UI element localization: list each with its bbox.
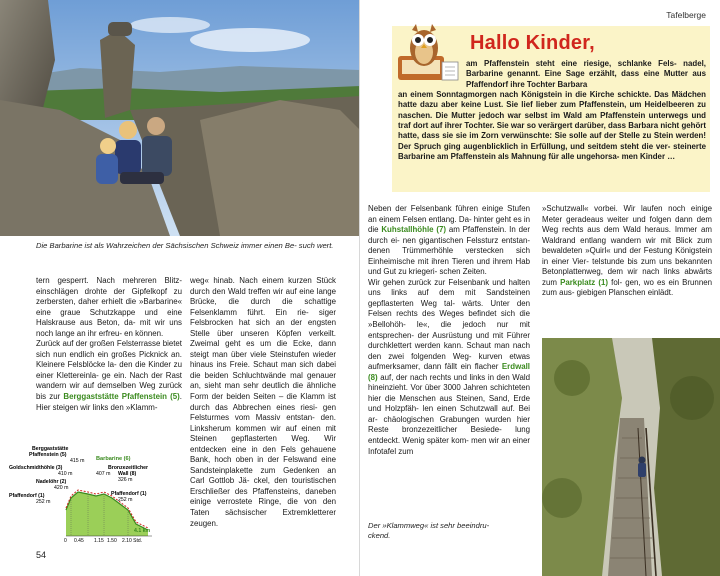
paragraph-text: . Hier steigen wir links den »Klamm- — [36, 392, 182, 412]
profile-label: Pfaffendorf (1) — [111, 491, 147, 497]
profile-elevation: 410 m — [58, 471, 73, 477]
berggaststaette-link: Berggaststätte Pfaffenstein (5) — [63, 392, 180, 402]
profile-time-tick: 0 — [64, 538, 67, 544]
paragraph-text: Zurück auf der großen Felsterrasse bietet sich nun endlich ein großes Picknick an. Kleinere Felsblöcke la- den die Kinder zu einer Klettereinla- ge ein. Nach der Rast wandern wir auf demselben Weg zurück bis zur — [36, 339, 182, 402]
profile-elevation: 415 m — [70, 458, 85, 464]
text-column-4 — [542, 204, 712, 299]
parkplatz-link: Parkplatz (1) — [560, 277, 608, 287]
kuhstallhoehle-link: Kuhstallhöhle (7) — [381, 225, 446, 235]
caption-line: Der »Klammweg« ist sehr beeindru- — [368, 521, 490, 530]
kids-box-title: Hallo Kinder, — [470, 32, 595, 54]
profile-time-tick: 2.10 Std. — [122, 538, 143, 544]
paragraph-text: auf, der nach rechts und links in den Wald hineinzieht. Vor über 3000 Jahren schichteten hier die Menschen aus Steinen, Sand, Erde und Holzpfäh- len einen Schutzwall auf. Bei ar- chäologischen Grabungen wurden hier Reste bronzezeitlicher Besiede- lung entdeckt. Wenig später kom- men wir an einer Infotafel zum — [368, 372, 530, 456]
klammweg-gorge-photo — [542, 338, 720, 576]
paragraph — [542, 204, 712, 299]
paragraph-text: Neben der Felsenbank führen einige Stufen an einem Felsen entlang. Da- hinter geht es in die — [368, 204, 530, 235]
profile-time-tick: 0.45 — [74, 538, 84, 544]
paragraph — [368, 278, 530, 457]
paragraph-text: Wir gehen zurück zur Felsenbank und halten uns links auf dem mit Sandsteinen gepflasterten Weg tal- wärts. Unter den Felsen rechts des Weges befindet sich die »Bellohöh- le«, die jedoch nur mit entsprechen- der Ausrüstung und mit Führer durchklettert werden kann. Schaut man nach den zwei folgenden Weg- kurven etwas aufmerksamer, dann fällt ein flacher — [368, 277, 530, 372]
paragraph-text: fol- gen, wo es ein Brunnen zum aus- giebigen Planschen einlädt. — [542, 277, 712, 298]
profile-time-tick: 1.15 — [94, 538, 104, 544]
profile-elevation: 252 m — [118, 497, 133, 503]
paragraph: weg« hinab. Nach einem kurzen Stück durch den Wald treffen wir auf eine lange Brücke, die durch die schattige Felsenklamm führt. Ein rie- siger Felsbrocken hat sich an der engsten Stelle über unseren Köpfen verkeilt. Zweimal geht es um die Ecke, dann steigt man über viele Steinstufen wieder hinaus ins Freie. Schaut man sich dabei die beiden Schluchtwände mal genauer an, sieht man sehr deutlich die ähnliche Form der beiden Seiten – die Klamm ist durch das Abbrechen eines riesi- gen Felsturmes vom Massiv entstan- den. Linksherum kommen wir auf einen mit Steinen gepflasterten Weg. Wir entdecken eine in den Fels gehauene Bank, hoch oben in der Felswand eine Sandsteinplakette zum Gedenken an Carl Gottlob Jä- ckel, den touristischen Erschließer des Pfaffensteins, daneben einige verrostete Ringe, die von den Taten sächsischer Extremkletterer zeugen. — [190, 276, 336, 528]
text-column-1 — [36, 276, 182, 413]
profile-distance: 4.1 km — [134, 528, 151, 534]
owl-illustration-icon — [394, 22, 464, 86]
running-head: Tafelberge — [666, 10, 706, 20]
profile-label: Nadelöhr (2) — [36, 479, 67, 485]
profile-label-barbarine: Barbarine (6) — [96, 456, 131, 462]
text-column-2 — [190, 276, 336, 529]
profile-label: Bronzezeitlicher — [108, 465, 149, 471]
profile-label: Pfaffendorf (1) — [9, 493, 45, 499]
paragraph: tern gesperrt. Nach mehreren Blitz- einschlägen drohte der Gipfelkopf zu zerbersten, daher erhielt die »Barbarine« eine graue Schutzkappe und eine Halskrause aus Beton, da- mit wir uns noch lange an ihr erfreu- en können. — [36, 276, 182, 338]
profile-label: Wall (8) — [118, 471, 137, 477]
paragraph — [368, 204, 530, 278]
paragraph-text: am Pfaffenstein. In der durch ei- nen gigantischen Felssturz entstan- denen Trümmerhöhle verstecken sich Einheimische mit ihren Tieren und ihrem Hab und Gut zu kriegeri- schen Zeiten. — [368, 225, 530, 277]
kids-box-text-top: am Pfaffenstein steht eine riesige, schlanke Fels- nadel, Barbarine genannt. Eine Sage erzählt, dass eine Mutter aus Pfaffendorf ihre Tochter Barbara — [466, 59, 706, 89]
page-gutter — [359, 0, 360, 576]
profile-label: Berggaststätte — [32, 446, 69, 452]
gorge-photo-caption — [368, 521, 528, 542]
profile-elevation: 407 m — [96, 471, 111, 477]
caption-line: ckend. — [368, 531, 391, 541]
profile-label: Pfaffenstein (5) — [29, 452, 67, 458]
page-number: 54 — [36, 550, 47, 560]
barbarine-family-photo — [0, 0, 360, 236]
elevation-profile — [8, 444, 158, 544]
paragraph — [36, 339, 182, 413]
text-column-3 — [368, 204, 530, 457]
profile-elevation: 420 m — [54, 485, 69, 491]
profile-elevation: 326 m — [118, 477, 133, 483]
profile-time-tick: 1.50 — [107, 538, 117, 544]
main-photo-caption: Die Barbarine ist als Wahrzeichen der Sächsischen Schweiz immer einen Be- such wert. — [36, 241, 334, 250]
profile-elevation: 252 m — [36, 499, 51, 505]
kids-box-text: an einem Sonntagmorgen nach Königstein in die Kirche schickte. Das Mädchen hatte dazu aber keine Lust. Sie lief lieber zum Pfaffenstein, um Heidelbeeren zu naschen. Die Mutter jedoch war selbst im Wald am Pfaffenstein unterwegs und traf dort auf ihrer Tochter. Sie war so verärgert darüber, dass Barbara nicht gehört hatte, dass sie sie im Zorn verwünschte: Sie solle auf der Stelle zu Stein werden! Der Spruch ging augenblicklich in Erfüllung, und seitdem steht die ver- steinerte Barbarine am Pfaffenstein als Mahnung für alle ungehorsa- men Kinder … — [398, 90, 706, 162]
paragraph-text: »Schutzwall« vorbei. Wir laufen noch einige Meter geradeaus weiter und folgen dann dem Weg rechts aus dem Wald heraus. Immer am Waldrand entlang wandern wir mit Blick zum bewaldeten »Quirl« und der Festung Königstein in einer Vier- telstunde bis zum uns bekannten Betonplattenweg, dem wir nach links abwärts zum — [542, 204, 712, 287]
profile-label: Goldschmidthöhle (3) — [9, 465, 63, 471]
erdwall-link: Erdwall (8) — [368, 362, 530, 382]
